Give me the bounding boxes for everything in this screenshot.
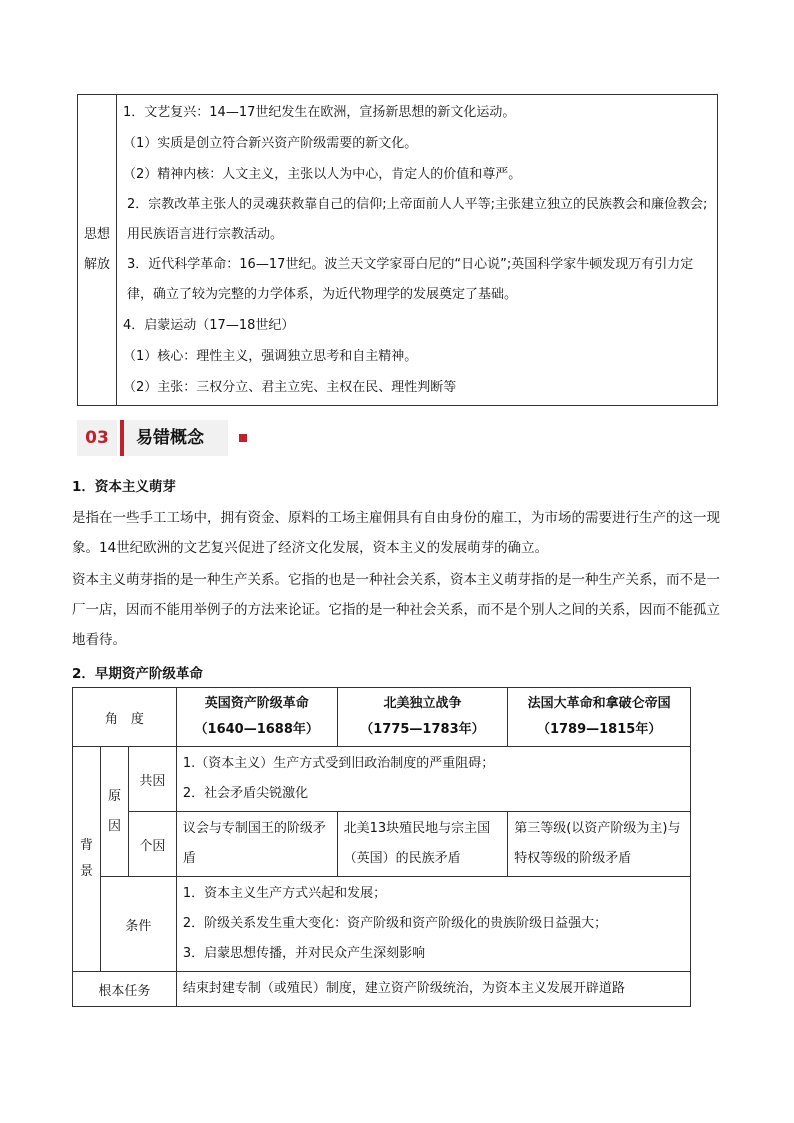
col3-name: 法国大革命和拿破仑帝国 <box>527 696 671 711</box>
list-item: 2．阶级关系发生重大变化：资产阶级和资产阶级化的贵族阶级日益强大； <box>182 916 608 931</box>
col1-years: （1640—1688年） <box>194 722 319 737</box>
task-cell: 结束封建专制（或殖民）制度，建立资产阶级统治，为资本主义发展开辟道路 <box>176 972 690 1007</box>
conditions-cell <box>176 877 690 972</box>
common-cause-label: 共因 <box>128 747 176 812</box>
square-icon <box>239 434 247 442</box>
section-number: 03 <box>77 420 117 456</box>
list-item: 3．近代科学革命：16—17世纪。波兰天文学家哥白尼的“日心说”;英国科学家牛顿发现万有引力定律，确立了较为完整的力学体系，为近代物理学的发展奠定了基础。 <box>127 257 694 302</box>
concept2-heading: 2．早期资产阶级革命 <box>72 666 203 682</box>
col1-name: 英国资产阶级革命 <box>204 696 309 711</box>
background-text: 背景 <box>79 838 93 879</box>
list-item: 2．社会矛盾尖锐激化 <box>182 786 309 801</box>
col3-header <box>508 688 691 747</box>
col2-name: 北美独立战争 <box>383 696 462 711</box>
list-item: 1．资本主义生产方式兴起和发展； <box>182 886 387 901</box>
col3-years: （1789—1815年） <box>536 722 662 737</box>
cause-label <box>100 747 128 877</box>
col2-years: （1775—1783年） <box>360 722 485 737</box>
row-label <box>78 95 117 406</box>
row-label-line: 思想 <box>83 227 110 242</box>
col2-header <box>337 688 508 747</box>
list-item: 2．宗教改革主张人的灵魂获救靠自己的信仰;上帝面前人人平等;主张建立独立的民族教会和廉俭教会;用民族语言进行宗教活动。 <box>127 197 708 242</box>
specific-cause-col2: 北美13块殖民地与宗主国（英国）的民族矛盾 <box>337 812 508 877</box>
list-item: （2）主张：三权分立、君主立宪、主权在民、理性判断等 <box>123 380 457 395</box>
common-cause-cell <box>176 747 690 812</box>
list-item: 4．启蒙运动（17—18世纪） <box>123 318 295 333</box>
revolution-table <box>72 687 691 1007</box>
background-label <box>73 747 101 972</box>
angle-header: 角 度 <box>73 688 177 747</box>
section-header <box>77 420 277 456</box>
row-body <box>117 95 718 406</box>
list-item: （1）实质是创立符合新兴资产阶级需要的新文化。 <box>123 136 418 151</box>
section-title: 易错概念 <box>124 420 228 456</box>
col1-header <box>176 688 337 747</box>
task-label: 根本任务 <box>73 972 177 1007</box>
cause-text: 原因 <box>107 788 121 834</box>
list-item: 1．文艺复兴：14—17世纪发生在欧洲，宣扬新思想的新文化运动。 <box>123 105 516 120</box>
conditions-label: 条件 <box>100 877 176 972</box>
list-item: 1.（资本主义）生产方式受到旧政治制度的严重阻碍； <box>182 756 495 771</box>
specific-cause-col3: 第三等级(以资产阶级为主)与特权等级的阶级矛盾 <box>508 812 691 877</box>
concept1-heading: 1．资本主义萌芽 <box>72 479 176 495</box>
specific-cause-col1: 议会与专制国王的阶级矛盾 <box>176 812 337 877</box>
concept1-paragraph-1: 是指在一些手工工场中，拥有资金、原料的工场主雇佣具有自由身份的雇工，为市场的需要进行生产的这一现象。14世纪欧洲的文艺复兴促进了经济文化发展，资本主义的发展萌芽的确立。 <box>72 510 720 556</box>
list-item: （1）核心：理性主义，强调独立思考和自主精神。 <box>123 349 418 364</box>
row-label-line: 解放 <box>83 257 110 272</box>
list-item: （2）精神内核：人文主义，主张以人为中心，肯定人的价值和尊严。 <box>123 167 522 182</box>
specific-cause-label: 个因 <box>128 812 176 877</box>
list-item: 3．启蒙思想传播，并对民众产生深刻影响 <box>182 946 426 961</box>
concept1-paragraph-2: 资本主义萌芽指的是一种生产关系。它指的也是一种社会关系，资本主义萌芽指的是一种生产关系，而不是一厂一店，因而不能用举例子的方法来论证。它指的是一种社会关系，而不是个别人之间的关系，因而不能孤立地看待。 <box>72 572 720 648</box>
thought-liberation-table <box>77 94 718 406</box>
